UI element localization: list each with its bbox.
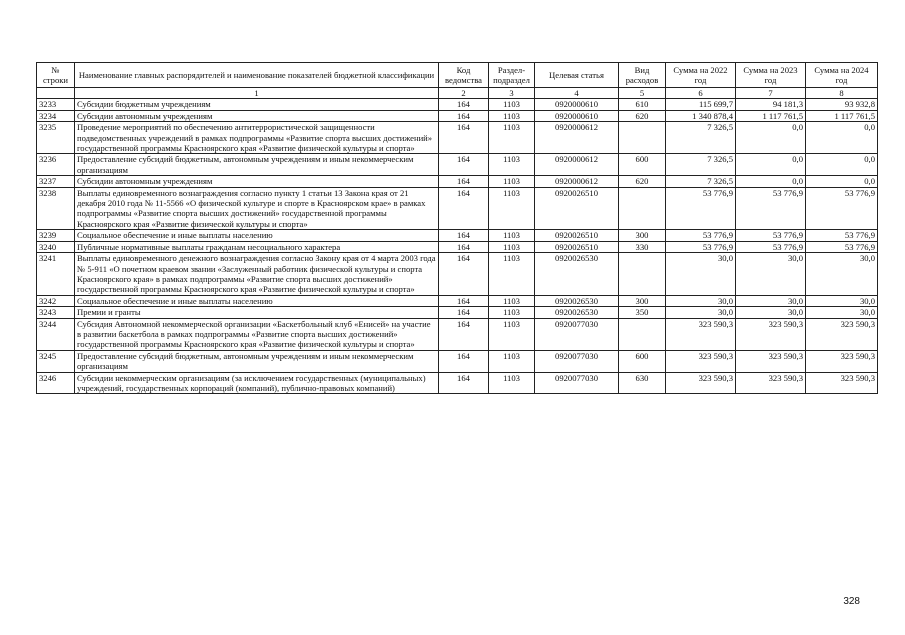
header-target-article: Целевая статья — [535, 63, 619, 88]
sum-2023-cell: 323 590,3 — [736, 318, 806, 350]
header-sum-2022: Сумма на 2022 год — [666, 63, 736, 88]
department-code-cell: 164 — [439, 318, 489, 350]
table-row — [37, 318, 878, 350]
header-sum-2024: Сумма на 2024 год — [806, 63, 878, 88]
column-number — [37, 88, 75, 99]
header-row-number: № строки — [37, 63, 75, 88]
table-row — [37, 99, 878, 110]
row-name-cell: Социальное обеспечение и иные выплаты населению — [75, 295, 439, 306]
row-number-cell: 3240 — [37, 241, 75, 252]
sum-2024-cell: 53 776,9 — [806, 187, 878, 230]
sum-2023-cell: 94 181,3 — [736, 99, 806, 110]
department-code-cell: 164 — [439, 187, 489, 230]
header-row — [37, 63, 878, 88]
sum-2022-cell: 323 590,3 — [666, 350, 736, 372]
row-name-cell: Субсидии автономным учреждениям — [75, 176, 439, 187]
sum-2023-cell: 53 776,9 — [736, 241, 806, 252]
row-number-cell: 3246 — [37, 372, 75, 394]
section-code-cell: 1103 — [489, 253, 535, 296]
row-number-cell: 3244 — [37, 318, 75, 350]
expense-type-cell: 350 — [619, 307, 666, 318]
sum-2022-cell: 7 326,5 — [666, 154, 736, 176]
sum-2022-cell: 115 699,7 — [666, 99, 736, 110]
row-number-cell: 3236 — [37, 154, 75, 176]
table-row — [37, 307, 878, 318]
row-name-cell: Субсидии бюджетным учреждениям — [75, 99, 439, 110]
sum-2024-cell: 93 932,8 — [806, 99, 878, 110]
column-number: 5 — [619, 88, 666, 99]
target-article-cell: 0920026530 — [535, 295, 619, 306]
table-row — [37, 253, 878, 296]
column-number: 8 — [806, 88, 878, 99]
target-article-cell: 0920000612 — [535, 154, 619, 176]
row-number-cell: 3243 — [37, 307, 75, 318]
target-article-cell: 0920026510 — [535, 230, 619, 241]
column-number: 4 — [535, 88, 619, 99]
header-section: Раздел-подраздел — [489, 63, 535, 88]
expense-type-cell: 620 — [619, 110, 666, 121]
header-name: Наименование главных распорядителей и наименование показателей бюджетной классификации — [75, 63, 439, 88]
sum-2022-cell: 30,0 — [666, 295, 736, 306]
sum-2023-cell: 1 117 761,5 — [736, 110, 806, 121]
section-code-cell: 1103 — [489, 187, 535, 230]
table-row — [37, 122, 878, 154]
target-article-cell: 0920026510 — [535, 187, 619, 230]
target-article-cell: 0920077030 — [535, 318, 619, 350]
department-code-cell: 164 — [439, 99, 489, 110]
sum-2022-cell: 1 340 878,4 — [666, 110, 736, 121]
table-row — [37, 187, 878, 230]
sum-2024-cell: 30,0 — [806, 253, 878, 296]
header-sum-2023: Сумма на 2023 год — [736, 63, 806, 88]
section-code-cell: 1103 — [489, 295, 535, 306]
column-number: 3 — [489, 88, 535, 99]
target-article-cell: 0920000612 — [535, 122, 619, 154]
row-name-cell: Премии и гранты — [75, 307, 439, 318]
column-number: 2 — [439, 88, 489, 99]
target-article-cell: 0920000610 — [535, 99, 619, 110]
sum-2022-cell: 323 590,3 — [666, 318, 736, 350]
column-number: 1 — [75, 88, 439, 99]
department-code-cell: 164 — [439, 307, 489, 318]
row-number-cell: 3241 — [37, 253, 75, 296]
row-number-cell: 3237 — [37, 176, 75, 187]
expense-type-cell: 330 — [619, 241, 666, 252]
column-number: 7 — [736, 88, 806, 99]
table-row — [37, 350, 878, 372]
row-name-cell: Публичные нормативные выплаты гражданам несоциального характера — [75, 241, 439, 252]
sum-2023-cell: 0,0 — [736, 154, 806, 176]
sum-2023-cell: 0,0 — [736, 176, 806, 187]
expense-type-cell — [619, 318, 666, 350]
table-body — [37, 88, 878, 394]
target-article-cell: 0920077030 — [535, 372, 619, 394]
sum-2022-cell: 53 776,9 — [666, 230, 736, 241]
section-code-cell: 1103 — [489, 99, 535, 110]
row-name-cell: Субсидии автономным учреждениям — [75, 110, 439, 121]
target-article-cell: 0920026510 — [535, 241, 619, 252]
expense-type-cell — [619, 187, 666, 230]
expense-type-cell: 300 — [619, 230, 666, 241]
sum-2022-cell: 30,0 — [666, 253, 736, 296]
table-row — [37, 230, 878, 241]
table-row — [37, 241, 878, 252]
sum-2023-cell: 323 590,3 — [736, 350, 806, 372]
department-code-cell: 164 — [439, 154, 489, 176]
expense-type-cell: 610 — [619, 99, 666, 110]
header-department-code: Код ведомства — [439, 63, 489, 88]
page-number: 328 — [843, 596, 860, 607]
sum-2024-cell: 323 590,3 — [806, 372, 878, 394]
department-code-cell: 164 — [439, 372, 489, 394]
expense-type-cell — [619, 122, 666, 154]
sum-2022-cell: 323 590,3 — [666, 372, 736, 394]
section-code-cell: 1103 — [489, 372, 535, 394]
section-code-cell: 1103 — [489, 318, 535, 350]
row-number-cell: 3245 — [37, 350, 75, 372]
expense-type-cell — [619, 253, 666, 296]
department-code-cell: 164 — [439, 253, 489, 296]
sum-2023-cell: 30,0 — [736, 307, 806, 318]
sum-2024-cell: 30,0 — [806, 307, 878, 318]
department-code-cell: 164 — [439, 122, 489, 154]
header-expense-type: Вид расходов — [619, 63, 666, 88]
row-name-cell: Субсидии некоммерческим организациям (за исключением государственных (муниципальных) учреждений, государственных корпораций (компаний), публично-правовых компаний) — [75, 372, 439, 394]
row-number-cell: 3234 — [37, 110, 75, 121]
target-article-cell: 0920026530 — [535, 253, 619, 296]
row-name-cell: Социальное обеспечение и иные выплаты населению — [75, 230, 439, 241]
sum-2024-cell: 1 117 761,5 — [806, 110, 878, 121]
table-row — [37, 110, 878, 121]
sum-2024-cell: 323 590,3 — [806, 318, 878, 350]
target-article-cell: 0920000610 — [535, 110, 619, 121]
sum-2023-cell: 53 776,9 — [736, 187, 806, 230]
sum-2024-cell: 0,0 — [806, 154, 878, 176]
expense-type-cell: 630 — [619, 372, 666, 394]
section-code-cell: 1103 — [489, 230, 535, 241]
target-article-cell: 0920000612 — [535, 176, 619, 187]
sum-2024-cell: 30,0 — [806, 295, 878, 306]
expense-type-cell: 300 — [619, 295, 666, 306]
row-name-cell: Субсидия Автономной некоммерческой организации «Баскетбольный клуб «Енисей» на участие в развитии баскетбола в рамках подпрограммы «Развитие спорта высших достижений» государственной программы Красноярского края «Развитие физической культуры и спорта» — [75, 318, 439, 350]
section-code-cell: 1103 — [489, 110, 535, 121]
sum-2023-cell: 0,0 — [736, 122, 806, 154]
column-number-row — [37, 88, 878, 99]
sum-2024-cell: 53 776,9 — [806, 241, 878, 252]
table-row — [37, 372, 878, 394]
section-code-cell: 1103 — [489, 176, 535, 187]
department-code-cell: 164 — [439, 350, 489, 372]
section-code-cell: 1103 — [489, 350, 535, 372]
sum-2024-cell: 0,0 — [806, 176, 878, 187]
expense-type-cell: 620 — [619, 176, 666, 187]
section-code-cell: 1103 — [489, 307, 535, 318]
sum-2022-cell: 30,0 — [666, 307, 736, 318]
table-row — [37, 176, 878, 187]
sum-2022-cell: 7 326,5 — [666, 176, 736, 187]
sum-2024-cell: 53 776,9 — [806, 230, 878, 241]
sum-2024-cell: 323 590,3 — [806, 350, 878, 372]
target-article-cell: 0920077030 — [535, 350, 619, 372]
row-number-cell: 3242 — [37, 295, 75, 306]
sum-2022-cell: 53 776,9 — [666, 241, 736, 252]
sum-2022-cell: 53 776,9 — [666, 187, 736, 230]
row-number-cell: 3235 — [37, 122, 75, 154]
table-row — [37, 154, 878, 176]
sum-2023-cell: 323 590,3 — [736, 372, 806, 394]
row-name-cell: Выплаты единовременного вознаграждения согласно пункту 1 статьи 13 Закона края от 21 декабря 2010 года № 11-5566 «О физической культуре и спорте в Красноярском крае» в рамках подпрограммы «Развитие спорта высших достижений» государственной программы Красноярского края «Развитие физической культуры и спорта» — [75, 187, 439, 230]
row-name-cell: Предоставление субсидий бюджетным, автономным учреждениям и иным некоммерческим организациям — [75, 154, 439, 176]
section-code-cell: 1103 — [489, 154, 535, 176]
sum-2023-cell: 30,0 — [736, 253, 806, 296]
row-name-cell: Выплаты единовременного денежного вознаграждения согласно Закону края от 4 марта 2003 года № 5-911 «О почетном краевом звании «Заслуженный работник физической культуры и спорта Красноярского края» в рамках подпрограммы «Развитие спорта высших достижений» государственной программы Красноярского края «Развитие физической культуры и спорта» — [75, 253, 439, 296]
department-code-cell: 164 — [439, 241, 489, 252]
expense-type-cell: 600 — [619, 154, 666, 176]
column-number: 6 — [666, 88, 736, 99]
sum-2024-cell: 0,0 — [806, 122, 878, 154]
budget-table — [36, 62, 878, 394]
department-code-cell: 164 — [439, 230, 489, 241]
department-code-cell: 164 — [439, 295, 489, 306]
table-row — [37, 295, 878, 306]
row-name-cell: Проведение мероприятий по обеспечению антитеррористической защищенности подведомственных учреждений в рамках подпрограммы «Развитие спорта высших достижений» государственной программы Красноярского края «Развитие физической культуры и спорта» — [75, 122, 439, 154]
row-number-cell: 3238 — [37, 187, 75, 230]
sum-2023-cell: 30,0 — [736, 295, 806, 306]
section-code-cell: 1103 — [489, 122, 535, 154]
sum-2022-cell: 7 326,5 — [666, 122, 736, 154]
department-code-cell: 164 — [439, 176, 489, 187]
row-number-cell: 3233 — [37, 99, 75, 110]
sum-2023-cell: 53 776,9 — [736, 230, 806, 241]
row-name-cell: Предоставление субсидий бюджетным, автономным учреждениям и иным некоммерческим организациям — [75, 350, 439, 372]
section-code-cell: 1103 — [489, 241, 535, 252]
expense-type-cell: 600 — [619, 350, 666, 372]
target-article-cell: 0920026530 — [535, 307, 619, 318]
row-number-cell: 3239 — [37, 230, 75, 241]
department-code-cell: 164 — [439, 110, 489, 121]
